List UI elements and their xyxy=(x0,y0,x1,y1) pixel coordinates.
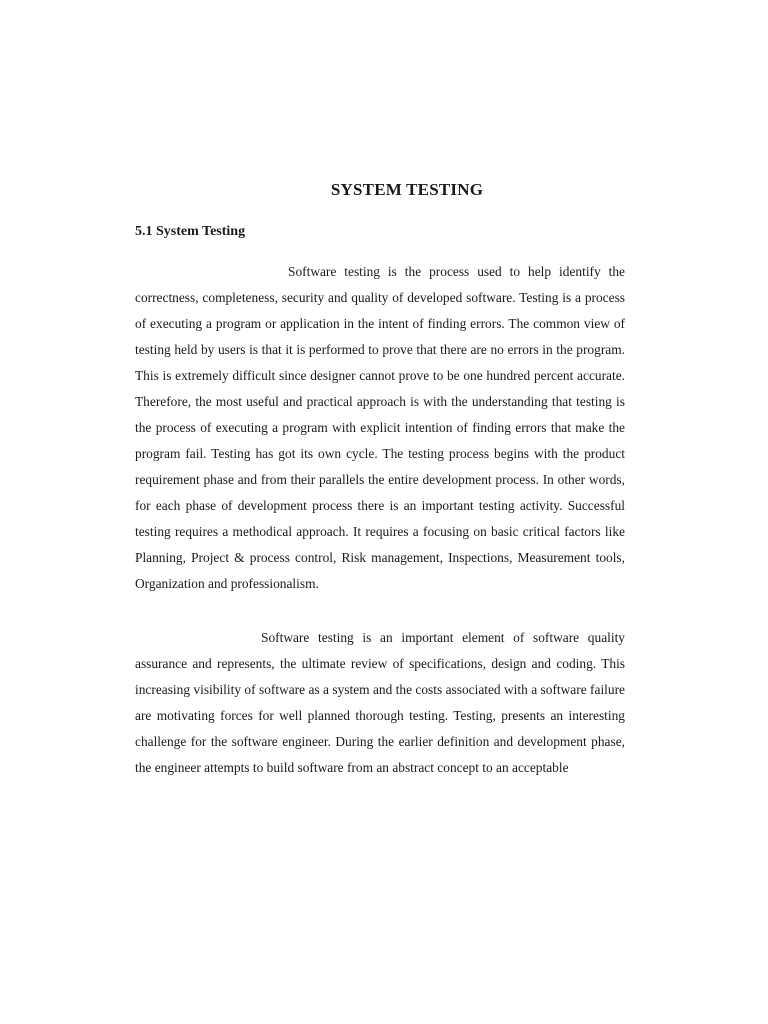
body-paragraph-2: Software testing is an important element of software quality assurance and represents, the ultimate review of specifications, design and coding. This increasing visibility of software as a system and the costs associated with a software failure are motivating forces for well planned thorough testing. Testing, presents an interesting challenge for the software engineer. During the earlier definition and development phase, the engineer attempts to build software from an abstract concept to an acceptable xyxy=(135,630,625,775)
body-paragraph-1: Software testing is the process used to help identify the correctness, completeness, security and quality of developed software. Testing is a process of executing a program or application in the intent of finding errors. The common view of testing held by users is that it is performed to prove that there are no errors in the program. This is extremely difficult since designer cannot prove to be one hundred percent accurate. Therefore, the most useful and practical approach is with the understanding that testing is the process of executing a program with explicit intention of finding errors that make the program fail. Testing has got its own cycle. The testing process begins with the product requirement phase and from their parallels the entire development process. In other words, for each phase of development process there is an important testing activity. Successful testing requires a methodical approach. It requires a focusing on basic critical factors like Planning, Project & process control, Risk management, Inspections, Measurement tools, Organization and professionalism. xyxy=(135,264,625,591)
page-title: SYSTEM TESTING xyxy=(330,180,484,199)
section-heading: 5.1 System Testing xyxy=(135,224,246,239)
